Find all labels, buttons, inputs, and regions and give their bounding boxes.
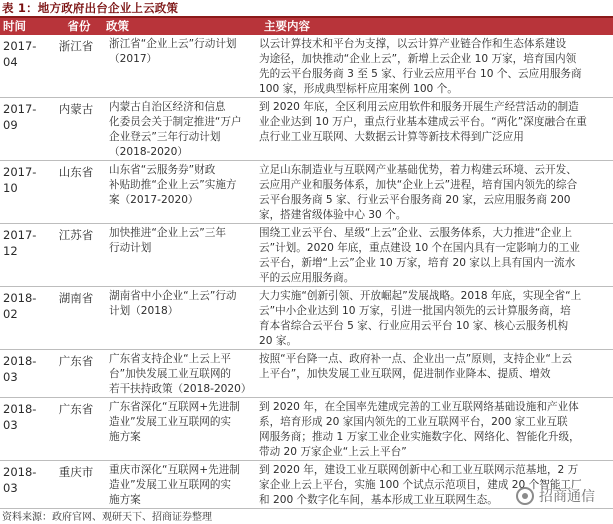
cell-province: 湖南省 (58, 291, 94, 305)
table-row (0, 224, 613, 287)
cell-policy (101, 35, 257, 97)
content-line: 云”中小企业达到 10 万家，引进一批国内领先的云计算服务商，培 (259, 305, 571, 317)
header-content: 主要内容 (264, 19, 310, 33)
cell-content (257, 398, 601, 460)
policy-line: 加快推进“企业上云”三年 (109, 227, 226, 239)
content-line: 先的云平台服务商 3 至 5 家、行业云应用平台 10 个、云应用服务商 (259, 68, 582, 80)
content-line: 为途径，加快推动“企业上云”，新增上云企业 10 万家，培育国内领 (259, 53, 577, 65)
cell-time: 2017-09 (3, 102, 37, 132)
content-line: 按照“平台降一点、政府补一点、企业出一点”原则，支持企业“上云 (259, 353, 573, 365)
table-row (0, 287, 613, 350)
content-line: 大力实施“创新引领、开放崛起”发展战略。2018 年底，实现全省“上 (259, 290, 582, 302)
cell-time: 2017-10 (3, 165, 37, 195)
cell-province: 江苏省 (58, 228, 94, 242)
cell-time: 2018-03 (3, 465, 37, 495)
policy-line: （2017） (109, 53, 158, 65)
cell-province: 内蒙古 (58, 102, 94, 116)
cell-content (257, 35, 601, 97)
policy-line: 计划（2018） (109, 305, 179, 317)
cell-province: 重庆市 (58, 465, 94, 479)
policy-line: 山东省“云服务券”财政 (109, 164, 216, 176)
content-line: 点行业工业互联网、大数据云计算等新技术得到广泛应用 (259, 131, 524, 143)
content-line: 云应用产业和服务体系，加快“企业上云”进程，培育国内领先的综合 (259, 179, 578, 191)
content-line: 育本省综合云平台 5 家、行业应用云平台 10 家、核心云服务机构 (259, 320, 569, 332)
cell-province: 山东省 (58, 165, 94, 179)
cell-content (257, 98, 601, 160)
table-row (0, 350, 613, 398)
policy-line: 施方案 (109, 494, 141, 506)
cell-policy (101, 350, 257, 397)
policy-line: 造业”发展工业互联网的实 (109, 416, 232, 428)
content-line: 100 家，形成典型标杆应用案例 100 个。 (259, 83, 458, 95)
content-line: 20 家。 (259, 335, 298, 347)
cell-content (257, 161, 601, 223)
cell-policy (101, 287, 257, 349)
policy-table (0, 16, 613, 509)
table-body (0, 35, 613, 509)
policy-line: 若干扶持政策（2018-2020） (109, 383, 252, 395)
content-line: 云平台服务商 5 家、行业云平台服务商 20 家，云应用服务商 200 (259, 194, 571, 206)
header-time: 时间 (3, 19, 26, 33)
policy-line: 广东省深化“互联网+先进制 (109, 401, 240, 413)
content-line: 带动 20 万家企业“上云上平台” (259, 446, 407, 458)
source-note: 资料来源：政府官网、观研天下、招商证券整理 (2, 512, 212, 523)
table-row (0, 35, 613, 98)
policy-line: 内蒙古自治区经济和信息 (109, 101, 226, 113)
cell-time: 2018-03 (3, 354, 37, 384)
policy-line: 台”加快发展工业互联网的 (109, 368, 232, 380)
content-line: 到 2020 年底，全区利用云应用软件和服务开展生产经营活动的制造 (259, 101, 579, 113)
cell-time: 2018-03 (3, 402, 37, 432)
cell-time: 2017-12 (3, 228, 37, 258)
wechat-icon (516, 487, 534, 505)
table-row (0, 161, 613, 224)
table-row (0, 98, 613, 161)
content-line: 和 200 个数字化车间，基本形成工业互联网生态。 (259, 494, 498, 506)
policy-line: 施方案 (109, 431, 141, 443)
policy-line: 浙江省“企业上云”行动计划 (109, 38, 237, 50)
policy-line: （2018-2020） (109, 146, 188, 158)
policy-line: 重庆市深化“互联网+先进制 (109, 464, 240, 476)
content-line: 云平台，新增“上云”企业 10 万家，培育 20 家以上具有国内一流水 (259, 257, 576, 269)
table-header (0, 18, 613, 35)
policy-line: 广东省支持企业“上云上平 (109, 353, 232, 365)
cell-province: 广东省 (58, 354, 94, 368)
content-line: 家，搭建省级体验中心 30 个。 (259, 209, 407, 221)
content-line: 到 2020 年，建设工业互联网创新中心和工业互联网示范基地，2 万 (259, 464, 579, 476)
content-line: 立足山东制造业与互联网产业基础优势，着力构建云环境、云开发、 (259, 164, 577, 176)
policy-line: 行动计划 (109, 242, 152, 254)
cell-policy (101, 98, 257, 160)
policy-line: 案（2017-2020） (109, 194, 199, 206)
header-province: 省份 (67, 19, 91, 33)
cell-policy (101, 161, 257, 223)
cell-content (257, 350, 601, 397)
table-title: 表 1：地方政府出台企业上云政策 (2, 1, 179, 15)
policy-line: 湖南省中小企业“上云”行动 (109, 290, 237, 302)
content-line: 业企业达到 10 万户，重点行业基本建成云平台。“两化”深度融合在重 (259, 116, 587, 128)
policy-line: 造业”发展工业互联网的实 (109, 479, 232, 491)
policy-line: 化委员会关于制定推进“万户 (109, 116, 242, 128)
cell-time: 2017-04 (3, 39, 37, 69)
cell-content (257, 224, 601, 286)
cell-content (257, 287, 601, 349)
cell-policy (101, 224, 257, 286)
content-line: 围绕工业云平台、星级“上云”企业、云服务体系，大力推进“企业上 (259, 227, 573, 239)
content-line: 以云计算技术和平台为支撑，以云计算产业链合作和生态体系建设 (259, 38, 567, 50)
watermark-text: 招商通信 (539, 489, 595, 505)
content-line: 到 2020 年，在全国率先建成完善的工业互联网络基础设施和产业体 (259, 401, 579, 413)
content-line: 网服务商；推动 1 万家工业企业实施数字化、网络化、智能化升级， (259, 431, 580, 443)
cell-policy (101, 398, 257, 460)
policy-line: 企业登云”三年行动计划 (109, 131, 221, 143)
cell-province: 广东省 (58, 402, 94, 416)
table-row (0, 398, 613, 461)
watermark (516, 486, 595, 506)
content-line: 云”计划。2020 年底，重点建设 10 个在国内具有一定影响力的工业 (259, 242, 580, 254)
content-line: 系，培育形成 20 家国内领先的工业互联网平台，200 家工业互联 (259, 416, 568, 428)
cell-time: 2018-02 (3, 291, 37, 321)
policy-line: 补贴助推“企业上云”实施方 (109, 179, 237, 191)
content-line: 上平台”，加快发展工业互联网，促进制作业降本、提质、增效 (259, 368, 551, 380)
content-line: 平的云应用服务商。 (259, 272, 355, 284)
cell-province: 浙江省 (58, 39, 94, 53)
cell-policy (101, 461, 257, 508)
content-line: 家企业上云上平台，实施 100 个试点示范项目，建成 20 个智能工厂 (259, 479, 582, 491)
header-policy: 政策 (106, 19, 129, 33)
